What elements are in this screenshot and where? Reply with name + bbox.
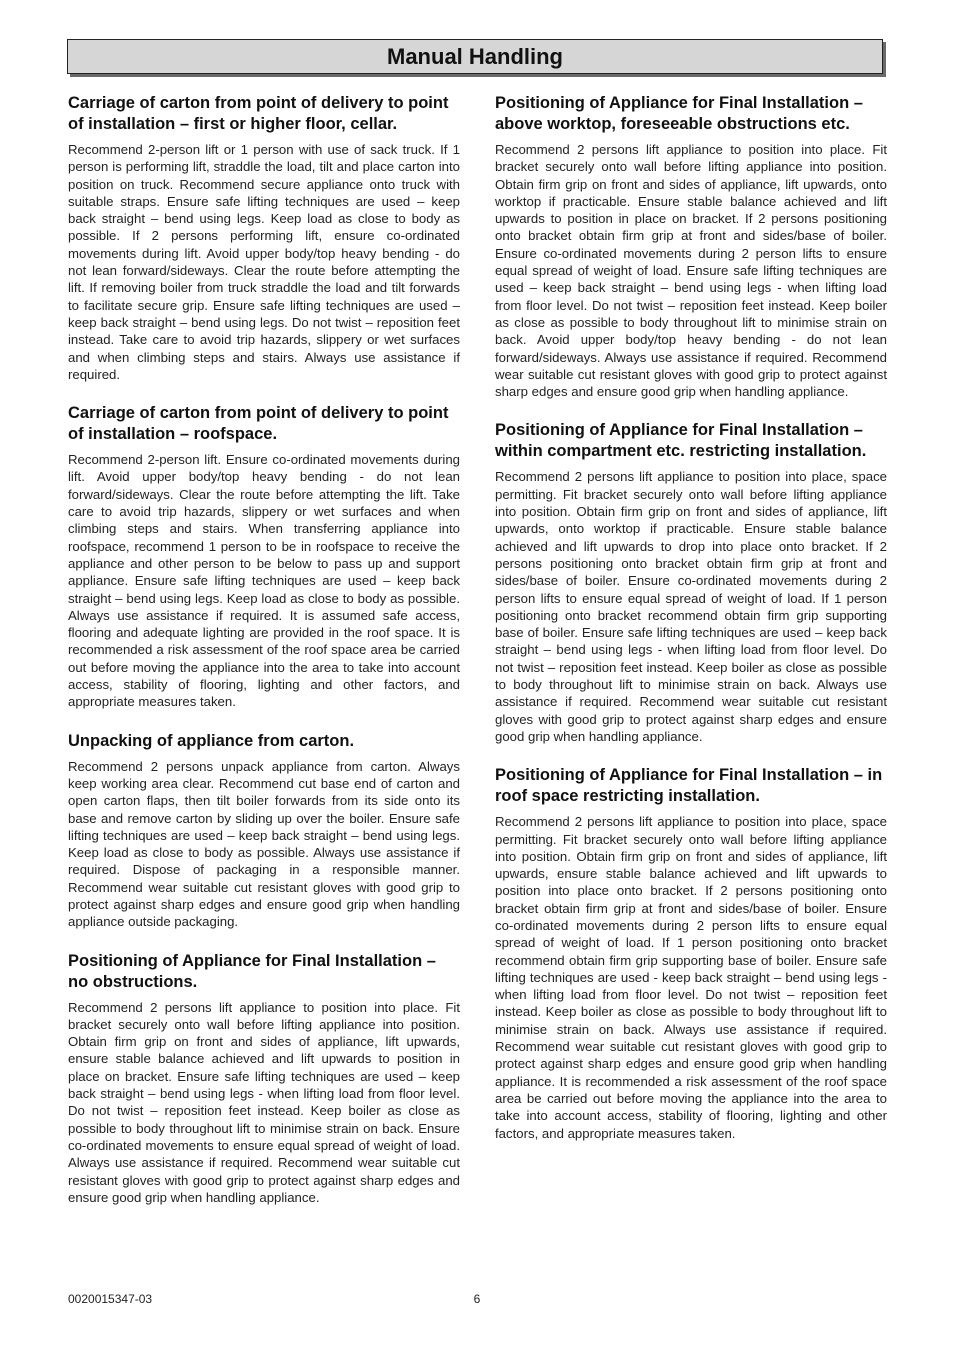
section-heading: Positioning of Appliance for Final Installation – above worktop, foreseeable obstructions etc. [495,94,863,133]
right-column [495,93,887,1162]
section-positioning-compartment [495,420,887,745]
section-body: Recommend 2-person lift or 1 person with use of sack truck. If 1 person is performing lift, straddle the load, tilt and place carton into position on truck. Recommend secure appliance onto truck with suitable straps. Ensure safe lifting techniques are used – keep back straight – bend using legs. Keep load as close to body as possible. If 2 persons performing lift, ensure co-ordinated movements during lift. Avoid upper body/top heavy bending - do not lean forward/sideways. Clear the route before attempting the lift. If removing boiler from truck straddle the load and tilt forwards to facilitate secure grip. Ensure safe lifting techniques are used – keep back straight – bend using legs. Do not twist – reposition feet instead. Take care to avoid trip hazards, slippery or wet surfaces and when climbing steps and stairs. Always use assistance if required. [68,142,460,382]
section-body: Recommend 2-person lift. Ensure co-ordinated movements during lift. Avoid upper body/top heavy bending - do not lean forward/sideways. Clear the route before attempting the lift. Take care to avoid trip hazards, slippery or wet surfaces and when climbing steps and stairs. When transferring appliance into roofspace, recommend 1 person to be in roofspace to receive the appliance and other person to be below to pass up and support appliance. Ensure safe lifting techniques are used – keep back straight – bend using legs. Keep load as close to body as possible. Always use assistance if required. It is assumed safe access, flooring and adequate lighting are provided in the roof space. It is recommended a risk assessment of the roof space area be carried out before moving the appliance into the area to take into account access, stability of flooring, lighting and other factors, and appropriate measures taken. [68,452,460,710]
page-title: Manual Handling [387,44,563,69]
section-heading: Positioning of Appliance for Final Installation – in roof space restricting installation. [495,766,883,806]
section-heading: Carriage of carton from point of delivery to point of installation – first or higher floor, cellar. [68,94,449,133]
section-carriage-roofspace [68,403,460,710]
section-unpacking [68,731,460,931]
section-heading: Unpacking of appliance from carton. [68,731,355,750]
section-heading: Positioning of Appliance for Final Installation – no obstructions. [68,951,436,991]
section-body: Recommend 2 persons lift appliance to position into place. Fit bracket securely onto wall before lifting appliance into position. Obtain firm grip on front and sides of appliance, lift upwards, onto worktop if practicable. Ensure stable balance achieved and lift upwards to position in place on bracket. If 2 persons positioning onto bracket obtain firm grip at front and sides/base of boiler. Ensure co-ordinated movements during 2 person lifts to ensure equal spread of weight of load. Ensure safe lifting techniques are used – keep back straight – bend using legs - when lifting load from floor level. Do not twist – reposition feet instead. Keep boiler as close as possible to body throughout lift to minimise strain on back. Avoid upper body/top heavy bending - do not lean forward/sideways. Always use assistance if required. Recommend wear suitable cut resistant gloves with good grip to protect against sharp edges and ensure good grip when handling appliance. [495,142,887,400]
section-body: Recommend 2 persons lift appliance to position into place, space permitting. Fit bracket securely onto wall before lifting appliance into position. Obtain firm grip on front and sides of appliance, lift upwards, onto worktop if practicable. Ensure stable balance achieved and lift upwards to drop into place onto bracket. If 2 persons positioning onto bracket obtain firm grip at front and sides/base of boiler. Ensure co-ordinated movements during 2 person lifts to ensure equal spread of weight of load. If 1 person positioning onto bracket recommend obtain firm grip supporting base of boiler. Ensure safe lifting techniques are used – keep back straight – bend using legs - when lifting load from floor level. Do not twist – reposition feet instead. Keep boiler as close as possible to body throughout lift to minimise strain on back. Always use assistance if required. Recommend wear suitable cut resistant gloves with good grip to protect against sharp edges and ensure good grip when handling appliance. [495,469,887,744]
left-column [68,93,460,1226]
section-body: Recommend 2 persons lift appliance to position into place, space permitting. Fit bracket securely onto wall before lifting appliance into position. Obtain firm grip on front and sides of appliance, lift upwards, ensure stable balance achieved and lift upwards to position into place onto bracket. If 2 persons positioning onto bracket obtain firm grip at front and sides/base of boiler. Ensure co-ordinated movements during 2 person lifts to ensure equal spread of weight of load. If 1 person positioning onto bracket recommend obtain firm grip supporting base of boiler. Ensure safe lifting techniques are used - keep back straight – bend using legs - when lifting load from floor level. Do not twist – reposition feet instead. Keep boiler as close as possible to body throughout lift to minimise strain on back. Always use assistance if required. Recommend wear suitable cut resistant gloves with good grip to protect against sharp edges and ensure good grip when handling appliance. It is recommended a risk assessment of the roof space area be carried out before moving the appliance into the area to take into account access, stability of flooring, lighting and other factors, and appropriate measures taken. [495,814,887,1141]
section-body: Recommend 2 persons unpack appliance from carton. Always keep working area clear. Recommend cut base end of carton and open carton flaps, then tilt boiler forwards from its side onto its base and remove carton by sliding up over the boiler. Ensure safe lifting techniques are used – keep back straight – bend using legs. Keep load as close to body as possible. Always use assistance if required. Dispose of packaging in a responsible manner. Recommend wear suitable cut resistant gloves with good grip to protect against sharp edges and ensure good grip when handling appliance outside packaging. [68,758,460,930]
section-heading: Positioning of Appliance for Final Installation – within compartment etc. restricting installation. [495,421,867,461]
section-positioning-above-worktop [495,93,887,400]
section-body: Recommend 2 persons lift appliance to position into place. Fit bracket securely onto wall before lifting appliance into position. Obtain firm grip on front and sides of appliance, lift upwards, ensure stable balance achieved and lift upwards to position in place on bracket. Ensure safe lifting techniques are used – keep back straight – bend using legs - when lifting load from floor level. Do not twist – reposition feet instead. Keep boiler as close as possible to body throughout lift to minimise strain on back. Ensure co-ordinated movements to ensure equal spread of weight of load. Always use assistance if required. Recommend wear suitable cut resistant gloves with good grip to protect against sharp edges and ensure good grip when handling appliance. [68,999,460,1205]
page-number: 6 [473,1292,481,1306]
section-heading: Carriage of carton from point of delivery to point of installation – roofspace. [68,404,449,444]
section-positioning-no-obstructions [68,951,460,1207]
document-number: 0020015347-03 [68,1292,153,1306]
section-positioning-roof-space [495,765,887,1142]
page-title-bar [67,39,883,74]
section-carriage-first-floor [68,93,460,383]
